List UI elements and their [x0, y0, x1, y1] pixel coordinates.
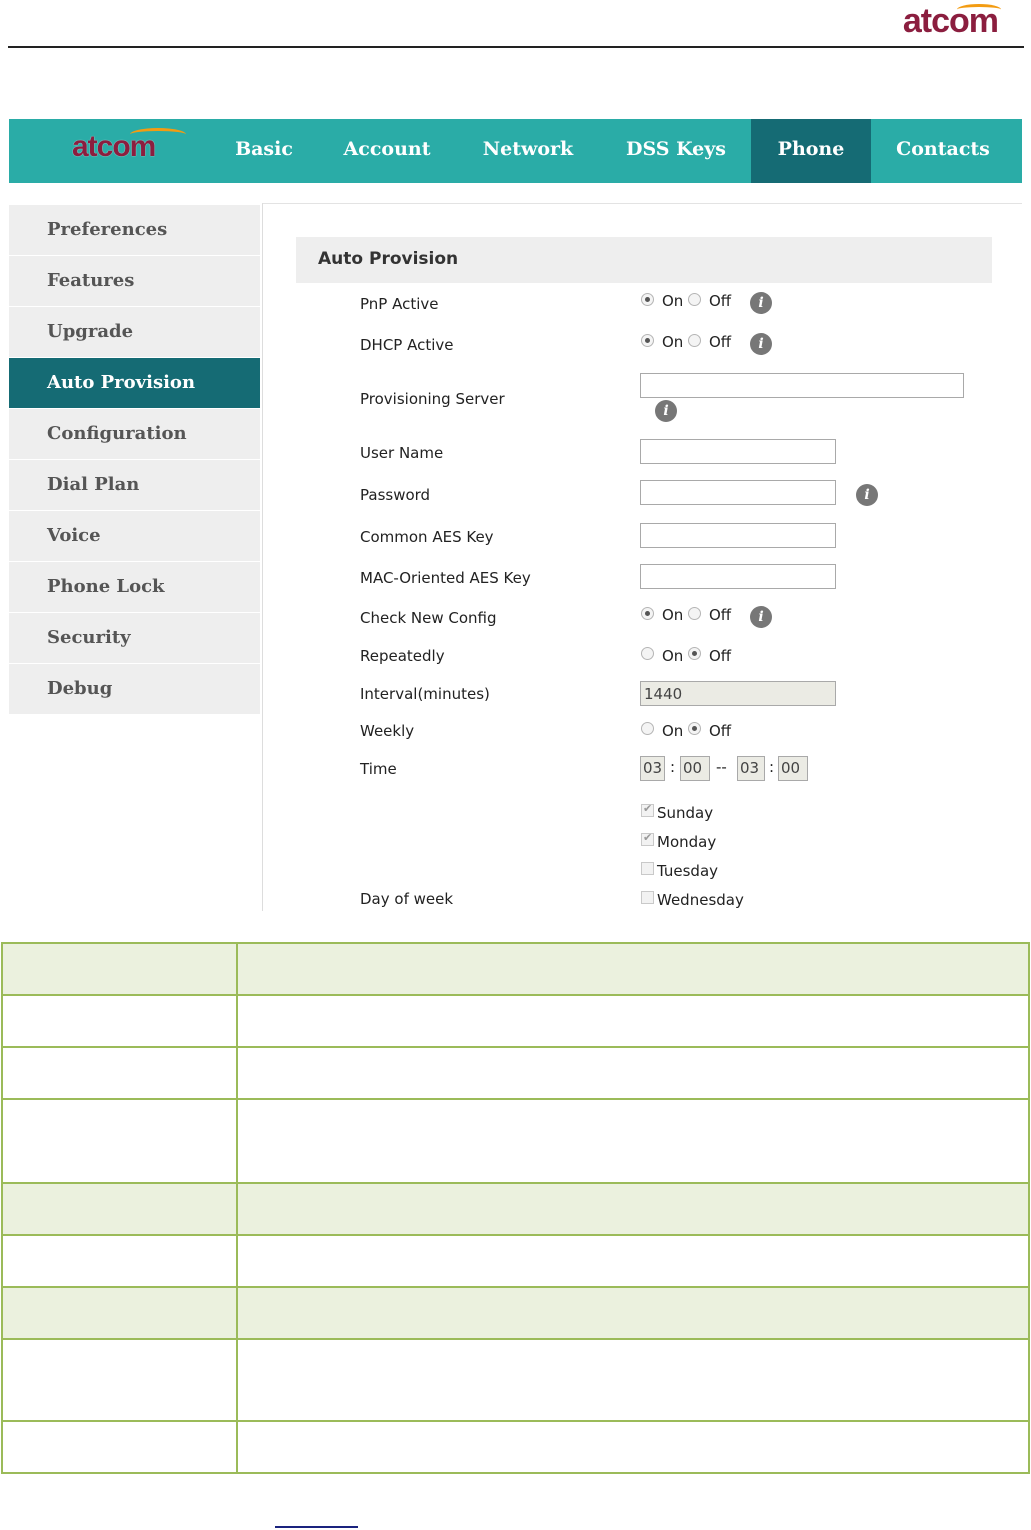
app-logo-swoosh — [130, 128, 186, 141]
time-colon: : — [769, 758, 775, 776]
tab-contacts[interactable]: Contacts — [896, 138, 990, 160]
repeatedly-off-label: Off — [709, 647, 732, 665]
info-icon[interactable]: i — [750, 606, 772, 628]
provisioning-server-input[interactable] — [640, 373, 964, 398]
table-row — [2, 995, 1029, 1047]
weekly-label: Weekly — [360, 722, 415, 740]
repeatedly-on-radio[interactable] — [641, 647, 654, 660]
table-row — [2, 1287, 1029, 1339]
parameter-table — [1, 942, 1030, 1474]
table-row — [2, 1235, 1029, 1287]
tuesday-label: Tuesday — [657, 862, 719, 880]
repeatedly-off-radio[interactable] — [688, 647, 701, 660]
password-label: Password — [360, 486, 431, 504]
sidebar-item-upgrade[interactable]: Upgrade — [9, 307, 260, 358]
sidebar-item-configuration[interactable]: Configuration — [9, 409, 260, 460]
sidebar-item-dial-plan[interactable]: Dial Plan — [9, 460, 260, 511]
section-title: Auto Provision — [318, 249, 459, 269]
sidebar-item-phone-lock[interactable]: Phone Lock — [9, 562, 260, 613]
provisioning-server-label: Provisioning Server — [360, 390, 505, 408]
user-name-input[interactable] — [640, 439, 836, 464]
document-logo-swoosh — [957, 4, 1001, 15]
start-hour-field[interactable]: 03 — [640, 756, 665, 781]
info-icon[interactable]: i — [750, 292, 772, 314]
sunday-checkbox[interactable] — [641, 804, 654, 817]
app-logo[interactable]: atcom — [72, 130, 156, 163]
interval-input[interactable] — [640, 681, 836, 706]
wednesday-checkbox[interactable] — [641, 891, 654, 904]
table-row — [2, 1421, 1029, 1473]
document-logo: atcom — [902, 2, 998, 40]
sidebar-item-security[interactable]: Security — [9, 613, 260, 664]
dhcp-active-on-radio[interactable] — [641, 334, 654, 347]
tuesday-checkbox[interactable] — [641, 862, 654, 875]
repeatedly-label: Repeatedly — [360, 647, 445, 665]
check-new-config-on-label: On — [662, 606, 684, 624]
page-link-underline[interactable] — [275, 1526, 358, 1528]
end-minute-field[interactable]: 00 — [778, 756, 808, 781]
day-of-week-label: Day of week — [360, 890, 454, 908]
end-hour-field[interactable]: 03 — [737, 756, 765, 781]
sidebar-divider — [262, 203, 263, 911]
repeatedly-on-label: On — [662, 647, 684, 665]
wednesday-label: Wednesday — [657, 891, 744, 909]
common-aes-key-label: Common AES Key — [360, 528, 494, 546]
sidebar — [9, 205, 260, 715]
common-aes-key-input[interactable] — [640, 523, 836, 548]
table-row — [2, 943, 1029, 995]
time-label: Time — [360, 760, 397, 778]
pnp-active-off-radio[interactable] — [688, 293, 701, 306]
monday-checkbox[interactable] — [641, 833, 654, 846]
sidebar-item-voice[interactable]: Voice — [9, 511, 260, 562]
password-input[interactable] — [640, 480, 836, 505]
info-icon[interactable]: i — [856, 484, 878, 506]
info-icon[interactable]: i — [750, 333, 772, 355]
start-minute-field[interactable]: 00 — [680, 756, 710, 781]
dhcp-active-label: DHCP Active — [360, 336, 454, 354]
tab-phone[interactable]: Phone — [751, 119, 871, 183]
tab-account[interactable]: Account — [343, 138, 431, 160]
pnp-active-on-radio[interactable] — [641, 293, 654, 306]
document-header-rule — [8, 46, 1024, 48]
weekly-on-radio[interactable] — [641, 722, 654, 735]
weekly-on-label: On — [662, 722, 684, 740]
check-new-config-off-label: Off — [709, 606, 732, 624]
pnp-active-label: PnP Active — [360, 295, 439, 313]
sidebar-item-features[interactable]: Features — [9, 256, 260, 307]
mac-aes-key-label: MAC-Oriented AES Key — [360, 569, 531, 587]
tab-dss-keys[interactable]: DSS Keys — [625, 138, 727, 160]
table-row — [2, 1099, 1029, 1183]
check-new-config-off-radio[interactable] — [688, 607, 701, 620]
check-new-config-label: Check New Config — [360, 609, 497, 627]
info-icon[interactable]: i — [655, 400, 677, 422]
table-row — [2, 1183, 1029, 1235]
weekly-off-radio[interactable] — [688, 722, 701, 735]
dhcp-active-off-radio[interactable] — [688, 334, 701, 347]
dhcp-active-off-label: Off — [709, 333, 732, 351]
weekly-off-label: Off — [709, 722, 732, 740]
time-range-separator: -- — [716, 758, 727, 776]
content-top-rule — [263, 203, 1022, 204]
sidebar-item-auto-provision[interactable]: Auto Provision — [9, 358, 260, 409]
tab-network[interactable]: Network — [482, 138, 574, 160]
sidebar-item-preferences[interactable]: Preferences — [9, 205, 260, 256]
table-row — [2, 1047, 1029, 1099]
mac-aes-key-input[interactable] — [640, 564, 836, 589]
user-name-label: User Name — [360, 444, 444, 462]
monday-label: Monday — [657, 833, 717, 851]
pnp-active-off-label: Off — [709, 292, 732, 310]
interval-label: Interval(minutes) — [360, 685, 490, 703]
dhcp-active-on-label: On — [662, 333, 684, 351]
check-new-config-on-radio[interactable] — [641, 607, 654, 620]
tab-basic[interactable]: Basic — [235, 138, 293, 160]
sidebar-item-debug[interactable]: Debug — [9, 664, 260, 715]
sunday-label: Sunday — [657, 804, 714, 822]
pnp-active-on-label: On — [662, 292, 684, 310]
table-row — [2, 1339, 1029, 1421]
time-colon: : — [670, 758, 676, 776]
